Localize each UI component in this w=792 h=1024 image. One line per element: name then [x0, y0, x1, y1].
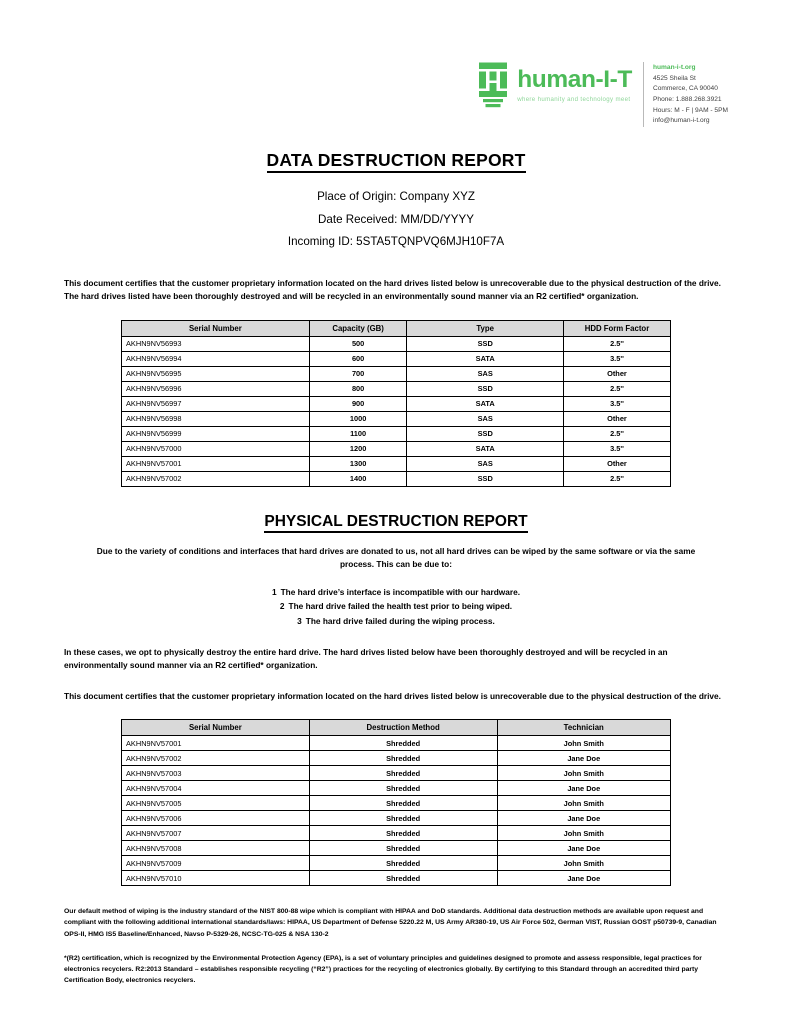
- cell-serial-number: AKHN9NV57002: [122, 751, 310, 766]
- cell-capacity: 1300: [309, 456, 407, 471]
- page-title: [64, 150, 728, 171]
- table-row: [122, 871, 671, 886]
- cell-serial-number: AKHN9NV57000: [122, 441, 310, 456]
- cell-form-factor: 3.5'': [563, 441, 670, 456]
- physical-cases-paragraph: In these cases, we opt to physically destroy the entire hard drive. The hard drives listed below have been thoroughly destroyed and will be recycled in an environmentally sound manner via an R2 certified* organization.: [64, 646, 668, 671]
- cell-capacity: 1400: [309, 471, 407, 486]
- table-row: [122, 811, 671, 826]
- company-website[interactable]: human-i-t.org: [653, 64, 696, 71]
- cell-serial-number: AKHN9NV57009: [122, 856, 310, 871]
- cell-form-factor: 2.5'': [563, 471, 670, 486]
- table-row: [122, 736, 671, 751]
- cell-technician: John Smith: [497, 766, 671, 781]
- cell-type: SSD: [407, 381, 563, 396]
- cell-form-factor: 3.5'': [563, 351, 670, 366]
- cell-capacity: 600: [309, 351, 407, 366]
- cell-serial-number: AKHN9NV56993: [122, 336, 310, 351]
- cell-serial-number: AKHN9NV57001: [122, 736, 310, 751]
- logo-wordmark: human-I-T: [517, 66, 632, 93]
- table-row: [122, 411, 671, 426]
- cell-serial-number: AKHN9NV56994: [122, 351, 310, 366]
- table-row: [122, 841, 671, 856]
- cell-serial-number: AKHN9NV56997: [122, 396, 310, 411]
- cell-destruction-method: Shredded: [309, 871, 497, 886]
- cell-technician: John Smith: [497, 796, 671, 811]
- table-row: [122, 336, 671, 351]
- table-row: [122, 441, 671, 456]
- cell-serial-number: AKHN9NV56996: [122, 381, 310, 396]
- list-item: [64, 614, 728, 629]
- list-item-number: 1: [271, 586, 277, 597]
- table-row: [122, 381, 671, 396]
- drive-table-wrapper: [64, 320, 728, 487]
- lightbulb-logo-icon: [476, 62, 510, 108]
- footnotes-section: [64, 906, 728, 986]
- document-header: [64, 0, 728, 124]
- company-street: 4525 Sheila St: [653, 74, 696, 82]
- cell-serial-number: AKHN9NV56999: [122, 426, 310, 441]
- page-title-text: DATA DESTRUCTION REPORT: [267, 150, 526, 173]
- list-item-number: 3: [297, 616, 302, 627]
- list-item-label: The hard drive’s interface is incompatible with our hardware.: [280, 586, 521, 597]
- report-meta: [64, 186, 728, 254]
- company-email[interactable]: info@human-i-t.org: [653, 117, 710, 125]
- drive-table: [121, 320, 671, 487]
- column-header-type: Type: [407, 320, 563, 336]
- physical-intro-paragraph: Due to the variety of conditions and interfaces that hard drives are donated to us, not all hard drives can be wiped by the same software or via the same process. This can be due to:: [96, 545, 696, 570]
- cell-form-factor: 2.5'': [563, 426, 670, 441]
- cell-type: SATA: [407, 396, 563, 411]
- cell-destruction-method: Shredded: [309, 751, 497, 766]
- cell-form-factor: 2.5'': [563, 336, 670, 351]
- cell-technician: Jane Doe: [497, 781, 671, 796]
- physical-certifies-paragraph: This document certifies that the customer proprietary information located on the hard drives listed below is unrecoverable due to the physical destruction of the drive.: [64, 690, 721, 701]
- cell-type: SAS: [407, 456, 563, 471]
- column-header-serial-number: Serial Number: [122, 720, 310, 736]
- cell-serial-number: AKHN9NV57004: [122, 781, 310, 796]
- cell-serial-number: AKHN9NV56995: [122, 366, 310, 381]
- section-title-physical-destruction: [64, 513, 728, 531]
- cell-form-factor: 2.5'': [563, 381, 670, 396]
- cell-serial-number: AKHN9NV57003: [122, 766, 310, 781]
- cell-serial-number: AKHN9NV57006: [122, 811, 310, 826]
- table-row: [122, 366, 671, 381]
- list-item: [64, 585, 728, 600]
- destruction-table: [121, 719, 671, 886]
- cell-capacity: 1000: [309, 411, 407, 426]
- table-row: [122, 351, 671, 366]
- cell-destruction-method: Shredded: [309, 811, 497, 826]
- cell-technician: Jane Doe: [497, 871, 671, 886]
- cell-serial-number: AKHN9NV57010: [122, 871, 310, 886]
- table-row: [122, 781, 671, 796]
- logo-text-group: [517, 62, 632, 103]
- date-received: Date Received: MM/DD/YYYY: [318, 212, 474, 226]
- cell-type: SATA: [407, 351, 563, 366]
- table-row: [122, 396, 671, 411]
- cell-type: SAS: [407, 366, 563, 381]
- list-item-label: The hard drive failed during the wiping process.: [305, 616, 495, 627]
- column-header-serial-number: Serial Number: [122, 320, 310, 336]
- cell-serial-number: AKHN9NV57002: [122, 471, 310, 486]
- cell-destruction-method: Shredded: [309, 841, 497, 856]
- table-row: [122, 766, 671, 781]
- cell-serial-number: AKHN9NV57007: [122, 826, 310, 841]
- cell-capacity: 700: [309, 366, 407, 381]
- table-row: [122, 471, 671, 486]
- table-row: [122, 751, 671, 766]
- list-item-number: 2: [279, 601, 285, 612]
- list-item: [64, 599, 728, 614]
- company-city: Commerce, CA 90040: [653, 85, 718, 93]
- table-row: [122, 856, 671, 871]
- cell-destruction-method: Shredded: [309, 826, 497, 841]
- cell-destruction-method: Shredded: [309, 736, 497, 751]
- cell-type: SAS: [407, 411, 563, 426]
- table-row: [122, 456, 671, 471]
- cell-serial-number: AKHN9NV57001: [122, 456, 310, 471]
- cell-form-factor: 3.5'': [563, 396, 670, 411]
- cell-technician: Jane Doe: [497, 751, 671, 766]
- table-row: [122, 796, 671, 811]
- column-header-destruction-method: Destruction Method: [309, 720, 497, 736]
- cell-destruction-method: Shredded: [309, 781, 497, 796]
- incoming-id: Incoming ID: 5STA5TQNPVQ6MJH10F7A: [287, 235, 505, 249]
- cell-form-factor: Other: [563, 366, 670, 381]
- footnote-wiping-standards: Our default method of wiping is the industry standard of the NIST 800-88 wipe which is compliant with HIPAA and DoD standards. Additional data destruction methods are available upon request and compliant with the following additional international standards/laws: HIPAA, US Department of Defense 5220.22 M, US Army AR380-19, US Air Force 502, German VIST, Russian GOST p50739-9, Canadian OPS-II, HMG IS5 Baseline/Enhanced, Navso P-5329-26, NCSC-TG-025 & NSA 130-2: [64, 908, 717, 938]
- company-phone: Phone: 1.888.268.3921: [653, 96, 722, 104]
- cell-technician: Jane Doe: [497, 841, 671, 856]
- cell-type: SSD: [407, 471, 563, 486]
- cell-capacity: 900: [309, 396, 407, 411]
- destruction-table-wrapper: [64, 719, 728, 886]
- place-of-origin: Place of Origin: Company XYZ: [317, 190, 475, 203]
- list-item-label: The hard drive failed the health test prior to being wiped.: [288, 601, 513, 612]
- company-logo: [476, 62, 632, 108]
- table-header-row: [122, 320, 671, 336]
- cell-technician: John Smith: [497, 736, 671, 751]
- cell-form-factor: Other: [563, 456, 670, 471]
- reason-list: [64, 585, 728, 629]
- cell-technician: John Smith: [497, 856, 671, 871]
- cell-capacity: 500: [309, 336, 407, 351]
- cell-form-factor: Other: [563, 411, 670, 426]
- section-title-text: PHYSICAL DESTRUCTION REPORT: [264, 513, 527, 533]
- cell-capacity: 1200: [309, 441, 407, 456]
- company-hours: Hours: M - F | 9AM - 5PM: [653, 106, 728, 114]
- cell-destruction-method: Shredded: [309, 796, 497, 811]
- logo-tagline: where humanity and technology meet: [517, 95, 631, 103]
- company-address-block: [643, 62, 728, 127]
- footnote-r2-certification: *(R2) certification, which is recognized by the Environmental Protection Agency (EPA), is a set of voluntary principles and guidelines designed to promote and assess responsible, legal practices for electronics recyclers. R2:2013 Standard – establishes responsible recycling (“R2”) practices for the recycling of electronics globally. By certifying to this Standard through an accredited third party Certification Body, electronics recyclers.: [64, 954, 702, 985]
- column-header-technician: Technician: [497, 720, 671, 736]
- cell-capacity: 800: [309, 381, 407, 396]
- table-row: [122, 426, 671, 441]
- column-header-form-factor: HDD Form Factor: [563, 320, 670, 336]
- table-header-row: [122, 720, 671, 736]
- cell-serial-number: AKHN9NV56998: [122, 411, 310, 426]
- certification-paragraph: This document certifies that the customer proprietary information located on the hard drives listed below is unrecoverable due to the physical destruction of the drive. The hard drives listed have been thoroughly destroyed and will be recycled in an environmentally sound manner via an R2 certified* organization.: [64, 277, 721, 302]
- cell-technician: John Smith: [497, 826, 671, 841]
- cell-technician: Jane Doe: [497, 811, 671, 826]
- cell-capacity: 1100: [309, 426, 407, 441]
- table-row: [122, 826, 671, 841]
- column-header-capacity: Capacity (GB): [309, 320, 407, 336]
- cell-type: SSD: [407, 336, 563, 351]
- cell-serial-number: AKHN9NV57008: [122, 841, 310, 856]
- cell-type: SSD: [407, 426, 563, 441]
- cell-destruction-method: Shredded: [309, 856, 497, 871]
- cell-serial-number: AKHN9NV57005: [122, 796, 310, 811]
- cell-destruction-method: Shredded: [309, 766, 497, 781]
- cell-type: SATA: [407, 441, 563, 456]
